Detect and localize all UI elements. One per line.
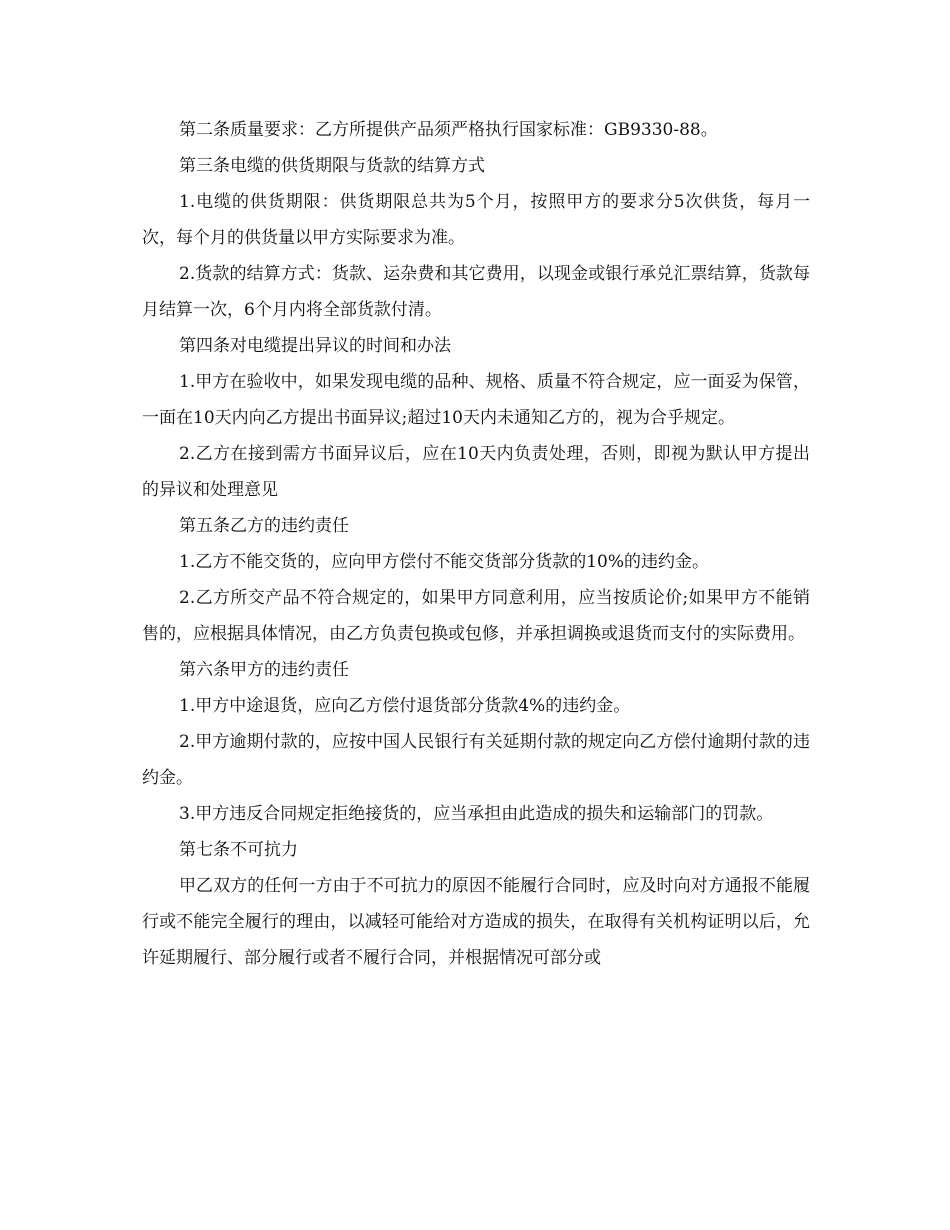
clause-3-item-2: 2.货款的结算方式：货款、运杂费和其它费用，以现金或银行承兑汇票结算，货款每月结算一次，6个月内将全部货款付清。 — [142, 264, 810, 320]
clause-6-item-3: 3.甲方违反合同规定拒绝接货的，应当承担由此造成的损失和运输部门的罚款。 — [179, 804, 774, 824]
clause-6-item-2: 2.甲方逾期付款的，应按中国人民银行有关延期付款的规定向乙方偿付逾期付款的违约金。 — [142, 732, 810, 788]
clause-5-heading: 第五条乙方的违约责任 — [179, 516, 349, 536]
clause-3-item-1: 1.电缆的供货期限：供货期限总共为5个月，按照甲方的要求分5次供货，每月一次，每个月的供货量以甲方实际要求为准。 — [142, 192, 810, 248]
clause-4-item-2: 2.乙方在接到需方书面异议后，应在10天内负责处理，否则，即视为默认甲方提出的异议和处理意见 — [142, 444, 810, 500]
clause-7-heading: 第七条不可抗力 — [179, 840, 298, 860]
clause-5-item-1: 1.乙方不能交货的，应向甲方偿付不能交货部分货款的10%的违约金。 — [179, 552, 710, 572]
clause-4-heading: 第四条对电缆提出异议的时间和办法 — [179, 336, 451, 356]
clause-5-item-2: 2.乙方所交产品不符合规定的，如果甲方同意利用，应当按质论价;如果甲方不能销售的，应根据具体情况，由乙方负责包换或包修，并承担调换或退货而支付的实际费用。 — [142, 588, 810, 644]
clause-6-item-1: 1.甲方中途退货，应向乙方偿付退货部分货款4%的违约金。 — [179, 696, 631, 716]
clause-6-heading: 第六条甲方的违约责任 — [179, 660, 349, 680]
clause-3-heading: 第三条电缆的供货期限与货款的结算方式 — [179, 156, 485, 176]
document-body — [142, 112, 810, 976]
clause-7-body: 甲乙双方的任何一方由于不可抗力的原因不能履行合同时，应及时向对方通报不能履行或不能完全履行的理由，以减轻可能给对方造成的损失，在取得有关机构证明以后，允许延期履行、部分履行或者不履行合同，并根据情况可部分或 — [142, 876, 810, 968]
clause-4-item-1: 1.甲方在验收中，如果发现电缆的品种、规格、质量不符合规定，应一面妥为保管，一面在10天内向乙方提出书面异议;超过10天内未通知乙方的，视为合乎规定。 — [142, 372, 810, 428]
clause-2-quality: 第二条质量要求：乙方所提供产品须严格执行国家标准：GB9330-88。 — [179, 120, 718, 140]
